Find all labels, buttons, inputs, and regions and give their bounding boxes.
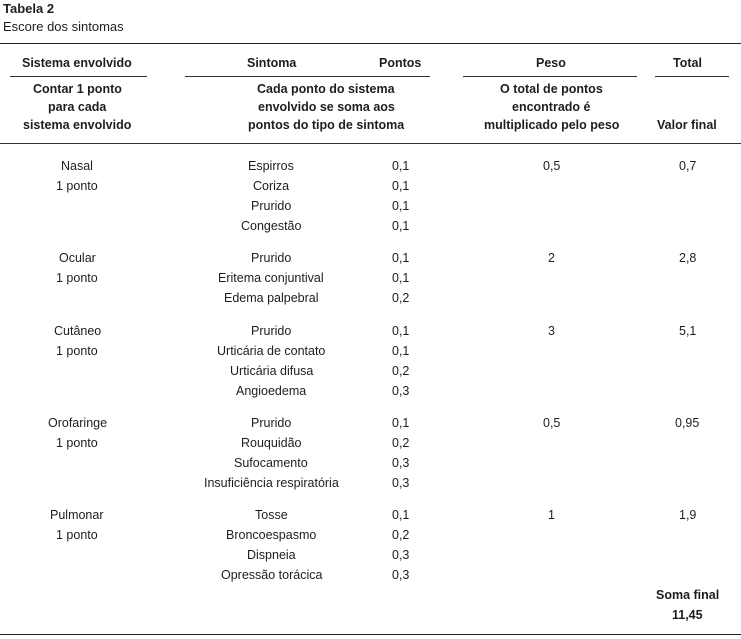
system-points: 1 ponto [56,528,98,542]
peso-value: 0,5 [543,416,561,430]
pontos-cell: 0,3 [392,548,410,562]
system-name: Nasal [61,159,93,173]
sintoma-cell: Congestão [241,219,302,233]
sintoma-cell: Prurido [251,251,292,265]
header-total: Total [673,56,702,70]
pontos-cell: 0,1 [392,344,410,358]
header-underline-total [655,76,729,77]
header-sintoma: Sintoma [247,56,297,70]
pontos-cell: 0,1 [392,251,410,265]
pontos-cell: 0,3 [392,384,410,398]
subheader-peso: multiplicado pelo peso [484,118,620,132]
header-sistema: Sistema envolvido [22,56,132,70]
soma-final-label: Soma final [656,588,720,602]
header-bottom-rule [0,143,741,144]
pontos-cell: 0,3 [392,456,410,470]
sintoma-cell: Espirros [248,159,294,173]
sintoma-cell: Tosse [255,508,288,522]
subheader-sintoma: Cada ponto do sistema [257,82,395,96]
sintoma-cell: Urticária difusa [230,364,314,378]
sintoma-cell: Prurido [251,324,292,338]
subheader-peso: encontrado é [512,100,591,114]
sintoma-cell: Sufocamento [234,456,308,470]
total-value: 0,7 [679,159,697,173]
sintoma-cell: Dispneia [247,548,296,562]
pontos-cell: 0,3 [392,476,410,490]
subheader-sistema: para cada [48,100,107,114]
subheader-sintoma: pontos do tipo de sintoma [248,118,405,132]
peso-value: 0,5 [543,159,561,173]
system-name: Orofaringe [48,416,108,430]
pontos-cell: 0,1 [392,219,410,233]
pontos-cell: 0,1 [392,179,410,193]
pontos-cell: 0,1 [392,199,410,213]
header-peso: Peso [536,56,566,70]
subheader-sistema: sistema envolvido [23,118,132,132]
sintoma-cell: Rouquidão [241,436,302,450]
bottom-rule [0,634,741,635]
peso-value: 1 [548,508,555,522]
sintoma-cell: Edema palpebral [224,291,319,305]
soma-final-value: 11,45 [672,608,703,622]
pontos-cell: 0,2 [392,291,410,305]
total-value: 2,8 [679,251,697,265]
pontos-cell: 0,2 [392,364,410,378]
pontos-cell: 0,1 [392,271,410,285]
total-value: 0,95 [675,416,700,430]
subheader-sintoma: envolvido se soma aos [258,100,395,114]
header-pontos: Pontos [379,56,422,70]
system-name: Ocular [59,251,96,265]
sintoma-cell: Prurido [251,199,292,213]
total-value: 1,9 [679,508,697,522]
sintoma-cell: Coriza [253,179,290,193]
sintoma-cell: Broncoespasmo [226,528,317,542]
sintoma-cell: Angioedema [236,384,307,398]
sintoma-cell: Opressão torácica [221,568,323,582]
table-title: Tabela 2 [3,1,55,16]
pontos-cell: 0,2 [392,528,410,542]
system-name: Cutâneo [54,324,102,338]
table-subtitle: Escore dos sintomas [3,19,124,34]
top-rule [0,43,741,44]
system-points: 1 ponto [56,436,98,450]
sintoma-cell: Urticária de contato [217,344,326,358]
pontos-cell: 0,1 [392,159,410,173]
pontos-cell: 0,3 [392,568,410,582]
pontos-cell: 0,1 [392,416,410,430]
system-name: Pulmonar [50,508,104,522]
header-underline-sistema [10,76,147,77]
sintoma-cell: Insuficiência respiratória [204,476,339,490]
peso-value: 3 [548,324,555,338]
total-value: 5,1 [679,324,697,338]
subheader-sistema: Contar 1 ponto [33,82,122,96]
pontos-cell: 0,1 [392,508,410,522]
header-underline-sintoma [185,76,430,77]
pontos-cell: 0,2 [392,436,410,450]
pontos-cell: 0,1 [392,324,410,338]
peso-value: 2 [548,251,555,265]
sintoma-cell: Prurido [251,416,292,430]
subheader-peso: O total de pontos [500,82,603,96]
sintoma-cell: Eritema conjuntival [218,271,324,285]
system-points: 1 ponto [56,271,98,285]
system-points: 1 ponto [56,179,98,193]
system-points: 1 ponto [56,344,98,358]
subheader-total: Valor final [657,118,717,132]
header-underline-peso [463,76,637,77]
